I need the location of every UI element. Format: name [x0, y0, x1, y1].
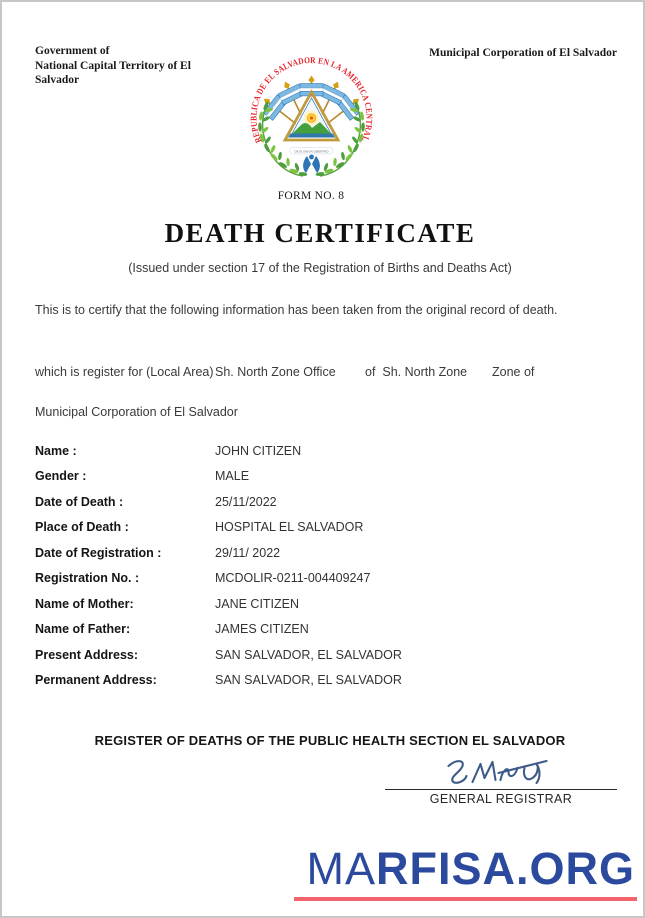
field-row-permanent-address — [35, 673, 610, 698]
field-value: JOHN CITIZEN — [215, 444, 302, 458]
field-label: Registration No. : — [35, 571, 140, 586]
field-label: Name of Mother: — [35, 596, 134, 611]
field-value: HOSPITAL EL SALVADOR — [215, 520, 364, 535]
field-label: Place of Death : — [35, 520, 129, 535]
field-value: MCDOLIR-0211-004409247 — [215, 571, 371, 586]
register-office-value: Sh. North Zone Office — [215, 365, 336, 379]
field-row-place-of-death — [35, 520, 610, 545]
page-title: DEATH CERTIFICATE — [164, 218, 476, 248]
field-label: Date of Registration : — [35, 545, 162, 560]
field-value: 25/11/2022 — [215, 494, 277, 509]
issuing-authority-line: Government of — [35, 45, 110, 57]
watermark-underline — [294, 897, 637, 901]
field-row-mother-name — [35, 597, 610, 622]
register-zone-of-label: Zone of — [492, 365, 535, 379]
field-value: JAMES CITIZEN — [215, 622, 309, 637]
field-row-registration-no — [35, 571, 610, 596]
field-row-father-name — [35, 622, 610, 647]
field-row-date-of-death — [35, 495, 610, 520]
signature-scribble-icon — [438, 756, 558, 790]
title-subtext: (Issued under section 17 of the Registration of Births and Deaths Act) — [128, 261, 512, 275]
field-row-date-of-registration — [35, 546, 610, 571]
field-value: SAN SALVADOR, EL SALVADOR — [215, 647, 402, 662]
watermark-suffix: RFISA.ORG — [375, 843, 635, 894]
registrar-signature-line — [385, 789, 617, 808]
record-fields — [35, 444, 610, 698]
field-label: Present Address: — [35, 647, 139, 662]
field-value: MALE — [215, 469, 250, 484]
field-value: SAN SALVADOR, EL SALVADOR — [215, 672, 402, 687]
field-label: Date of Death : — [35, 494, 124, 509]
field-value: JANE CITIZEN — [215, 596, 300, 611]
issuing-authority — [35, 44, 191, 88]
field-label: Permanent Address: — [35, 672, 157, 687]
field-label: Gender : — [35, 469, 87, 484]
emblem-motto-text: DIOS UNION LIBERTAD — [294, 149, 329, 154]
general-registrar-label: GENERAL REGISTRAR — [429, 792, 573, 806]
register-line — [35, 365, 610, 381]
issuing-authority-line: National Capital Territory of El — [35, 59, 191, 72]
field-value: 29/11/ 2022 — [215, 545, 281, 560]
register-zone-value: of Sh. North Zone — [365, 365, 468, 379]
issuing-authority-line: Salvador — [35, 74, 80, 86]
register-line-prefix: which is register for (Local Area) — [35, 365, 214, 379]
coat-of-arms-icon — [245, 56, 378, 188]
field-row-present-address — [35, 648, 610, 673]
field-label: Name : — [35, 444, 77, 458]
watermark-logo — [306, 843, 635, 895]
field-label: Name of Father: — [35, 622, 131, 637]
municipal-corporation-label: Municipal Corporation of El Salvador — [429, 47, 617, 59]
emblem-circle-text: REPUBLICA DE EL SALVADOR EN LA AMERICA CENTRAL — [248, 56, 375, 145]
field-row-gender — [35, 469, 610, 494]
el-salvador-coat-of-arms — [245, 56, 378, 188]
register-of-deaths-heading: REGISTER OF DEATHS OF THE PUBLIC HEALTH SECTION EL SALVADOR — [94, 733, 566, 748]
form-number: FORM NO. 8 — [277, 190, 345, 202]
registrar-signature — [438, 756, 558, 790]
register-corporation-value: Municipal Corporation of El Salvador — [35, 405, 238, 419]
field-row-name — [35, 444, 610, 469]
certify-statement: This is to certify that the following information has been taken from the original record of death. — [35, 303, 558, 317]
watermark-prefix: MA — [306, 843, 376, 894]
